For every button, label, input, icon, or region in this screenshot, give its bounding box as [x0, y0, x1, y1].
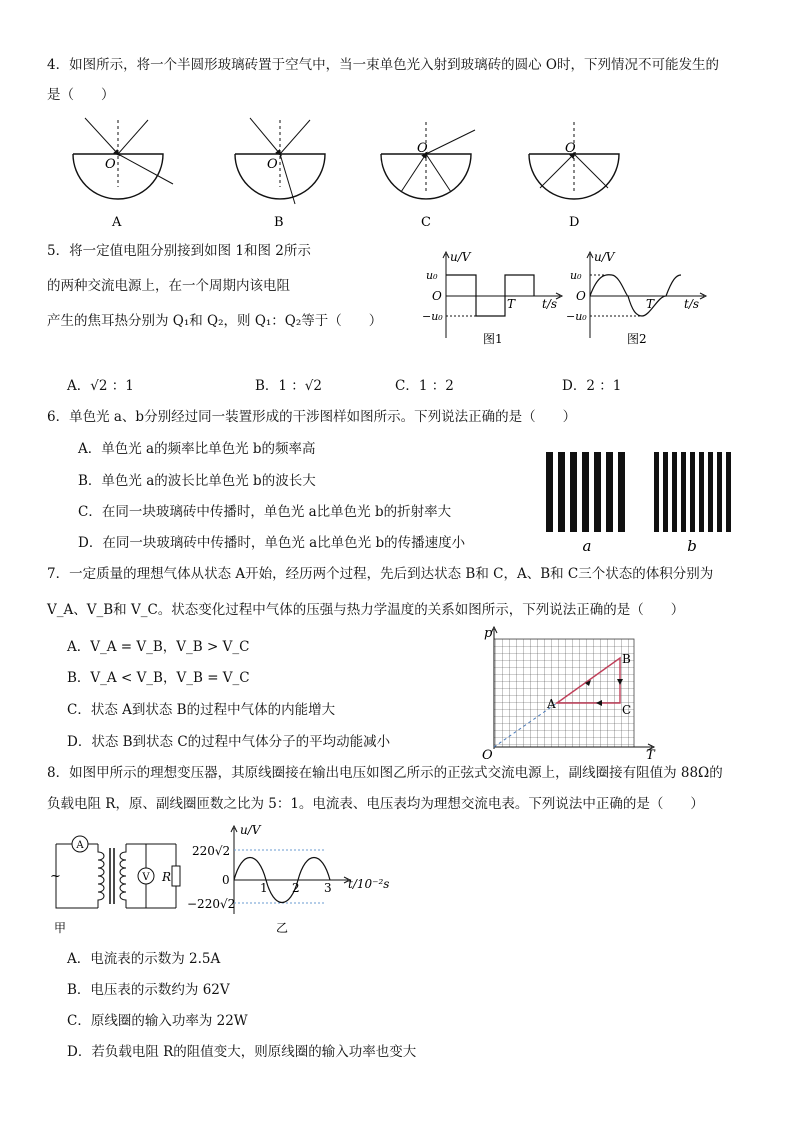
q5-option-a[interactable]: A．√2 ：1	[67, 378, 134, 394]
svg-text:A: A	[76, 840, 84, 851]
q6-pattern-b-label: b	[687, 537, 697, 555]
svg-text:p: p	[484, 626, 493, 641]
svg-text:T: T	[507, 297, 516, 311]
q5-stem-line3: 产生的焦耳热分别为 Q₁和 Q₂，则 Q₁：Q₂等于（ ）	[47, 313, 383, 329]
svg-text:u/V: u/V	[240, 823, 261, 837]
svg-text:t/10⁻²s: t/10⁻²s	[348, 877, 390, 891]
q5-figure-1	[420, 248, 570, 348]
svg-text:0: 0	[222, 873, 230, 887]
q8-option-d[interactable]: D．若负载电阻 R的阻值变大，则原线圈的输入功率也变大	[67, 1044, 417, 1060]
q4-figure-d	[529, 122, 619, 230]
svg-text:−220√2: −220√2	[187, 897, 236, 911]
q6-option-d[interactable]: D．在同一块玻璃砖中传播时，单色光 a比单色光 b的传播速度小	[78, 535, 466, 551]
q7-stem-line2: V_A、V_B和 V_C。状态变化过程中气体的压强与热力学温度的关系如图所示，下列说法正确的是（ ）	[47, 602, 685, 618]
q5-option-c[interactable]: C．1 ：2	[395, 378, 454, 394]
q8-option-c[interactable]: C．原线圈的输入功率为 22W	[67, 1013, 248, 1029]
svg-text:220√2: 220√2	[192, 844, 231, 858]
q5-stem-line2: 的两种交流电源上，在一个周期内该电阻	[47, 278, 290, 294]
q4-center-label: O	[105, 157, 116, 172]
q4-figure-c	[381, 122, 475, 230]
q5-figure-2	[564, 248, 714, 348]
svg-text:−u₀: −u₀	[422, 310, 443, 323]
svg-text:乙: 乙	[276, 921, 289, 935]
svg-text:O: O	[417, 141, 428, 156]
q4-figure-b	[235, 118, 325, 230]
q4-stem-line2: 是（ ）	[47, 87, 115, 103]
q7-option-a[interactable]: A．V_A = V_B，V_B > V_C	[67, 639, 250, 655]
svg-text:1: 1	[260, 881, 268, 895]
q8-option-b[interactable]: B．电压表的示数约为 62V	[67, 982, 230, 998]
q7-pt-graph	[474, 625, 664, 760]
svg-text:u/V: u/V	[594, 250, 615, 264]
q7-option-d[interactable]: D．状态 B到状态 C的过程中气体分子的平均动能减小	[67, 734, 391, 750]
q4-figure-a	[73, 118, 173, 230]
svg-text:t/s: t/s	[542, 297, 558, 311]
svg-text:~: ~	[50, 869, 61, 884]
svg-text:B: B	[622, 652, 631, 666]
q8-circuit-diagram	[50, 826, 190, 938]
svg-text:R: R	[162, 870, 172, 884]
svg-text:图1: 图1	[483, 332, 503, 346]
q6-pattern-b	[654, 452, 731, 532]
svg-text:O: O	[576, 289, 586, 303]
q5-stem-line1: 5．将一定值电阻分别接到如图 1和图 2所示	[47, 243, 311, 259]
svg-text:T: T	[646, 297, 655, 311]
svg-text:O: O	[267, 157, 278, 172]
svg-text:甲: 甲	[54, 921, 67, 935]
q4-figures	[60, 112, 620, 232]
svg-text:t/s: t/s	[684, 297, 700, 311]
svg-text:C: C	[622, 703, 632, 717]
q6-option-c[interactable]: C．在同一块玻璃砖中传播时，单色光 a比单色光 b的折射率大	[78, 504, 452, 520]
svg-text:O: O	[432, 289, 442, 303]
q7-option-c[interactable]: C．状态 A到状态 B的过程中气体的内能增大	[67, 702, 336, 718]
svg-text:2: 2	[292, 881, 300, 895]
q7-stem-line1: 7．一定质量的理想气体从状态 A开始，经历两个过程，先后到达状态 B和 C，A、B和 C三个状态的体积分别为	[47, 566, 714, 582]
svg-text:O: O	[482, 748, 493, 760]
svg-text:u₀: u₀	[426, 269, 438, 282]
q8-stem-line1: 8．如图甲所示的理想变压器，其原线圈接在输出电压如图乙所示的正弦式交流电源上，副线圈接有阻值为 88Ω的	[47, 765, 723, 781]
svg-text:−u₀: −u₀	[566, 310, 587, 323]
svg-text:O: O	[565, 141, 576, 156]
svg-text:3: 3	[324, 881, 332, 895]
q4-label-a: A	[112, 215, 122, 230]
q4-label-d: D	[569, 215, 580, 230]
q6-option-a[interactable]: A．单色光 a的频率比单色光 b的频率高	[78, 441, 316, 457]
svg-text:V: V	[142, 872, 150, 883]
q8-voltage-graph	[184, 822, 394, 938]
q6-option-b[interactable]: B．单色光 a的波长比单色光 b的波长大	[78, 473, 316, 489]
q4-label-c: C	[421, 215, 431, 230]
svg-text:图2: 图2	[627, 332, 647, 346]
q4-stem-line1: 4．如图所示，将一个半圆形玻璃砖置于空气中，当一束单色光入射到玻璃砖的圆心 O时，下列情况不可能发生的	[47, 57, 719, 73]
svg-text:T: T	[646, 748, 655, 760]
q8-stem-line2: 负载电阻 R，原、副线圈匝数之比为 5：1。电流表、电压表均为理想交流电表。下列说法中正确的是（ ）	[47, 796, 704, 812]
svg-text:u₀: u₀	[570, 269, 582, 282]
q4-label-b: B	[274, 215, 284, 230]
q6-interference-patterns	[540, 450, 740, 555]
svg-text:u/V: u/V	[450, 250, 471, 264]
q5-option-d[interactable]: D．2 ：1	[562, 378, 622, 394]
q7-option-b[interactable]: B．V_A < V_B，V_B = V_C	[67, 670, 250, 686]
q6-pattern-a	[546, 452, 625, 532]
q8-option-a[interactable]: A．电流表的示数为 2.5A	[67, 951, 221, 967]
q6-stem: 6．单色光 a、b分别经过同一装置形成的干涉图样如图所示。下列说法正确的是（ ）	[47, 409, 577, 425]
svg-text:A: A	[547, 697, 556, 711]
q5-option-b[interactable]: B．1 ：√2	[255, 378, 322, 394]
q6-pattern-a-label: a	[582, 537, 592, 555]
